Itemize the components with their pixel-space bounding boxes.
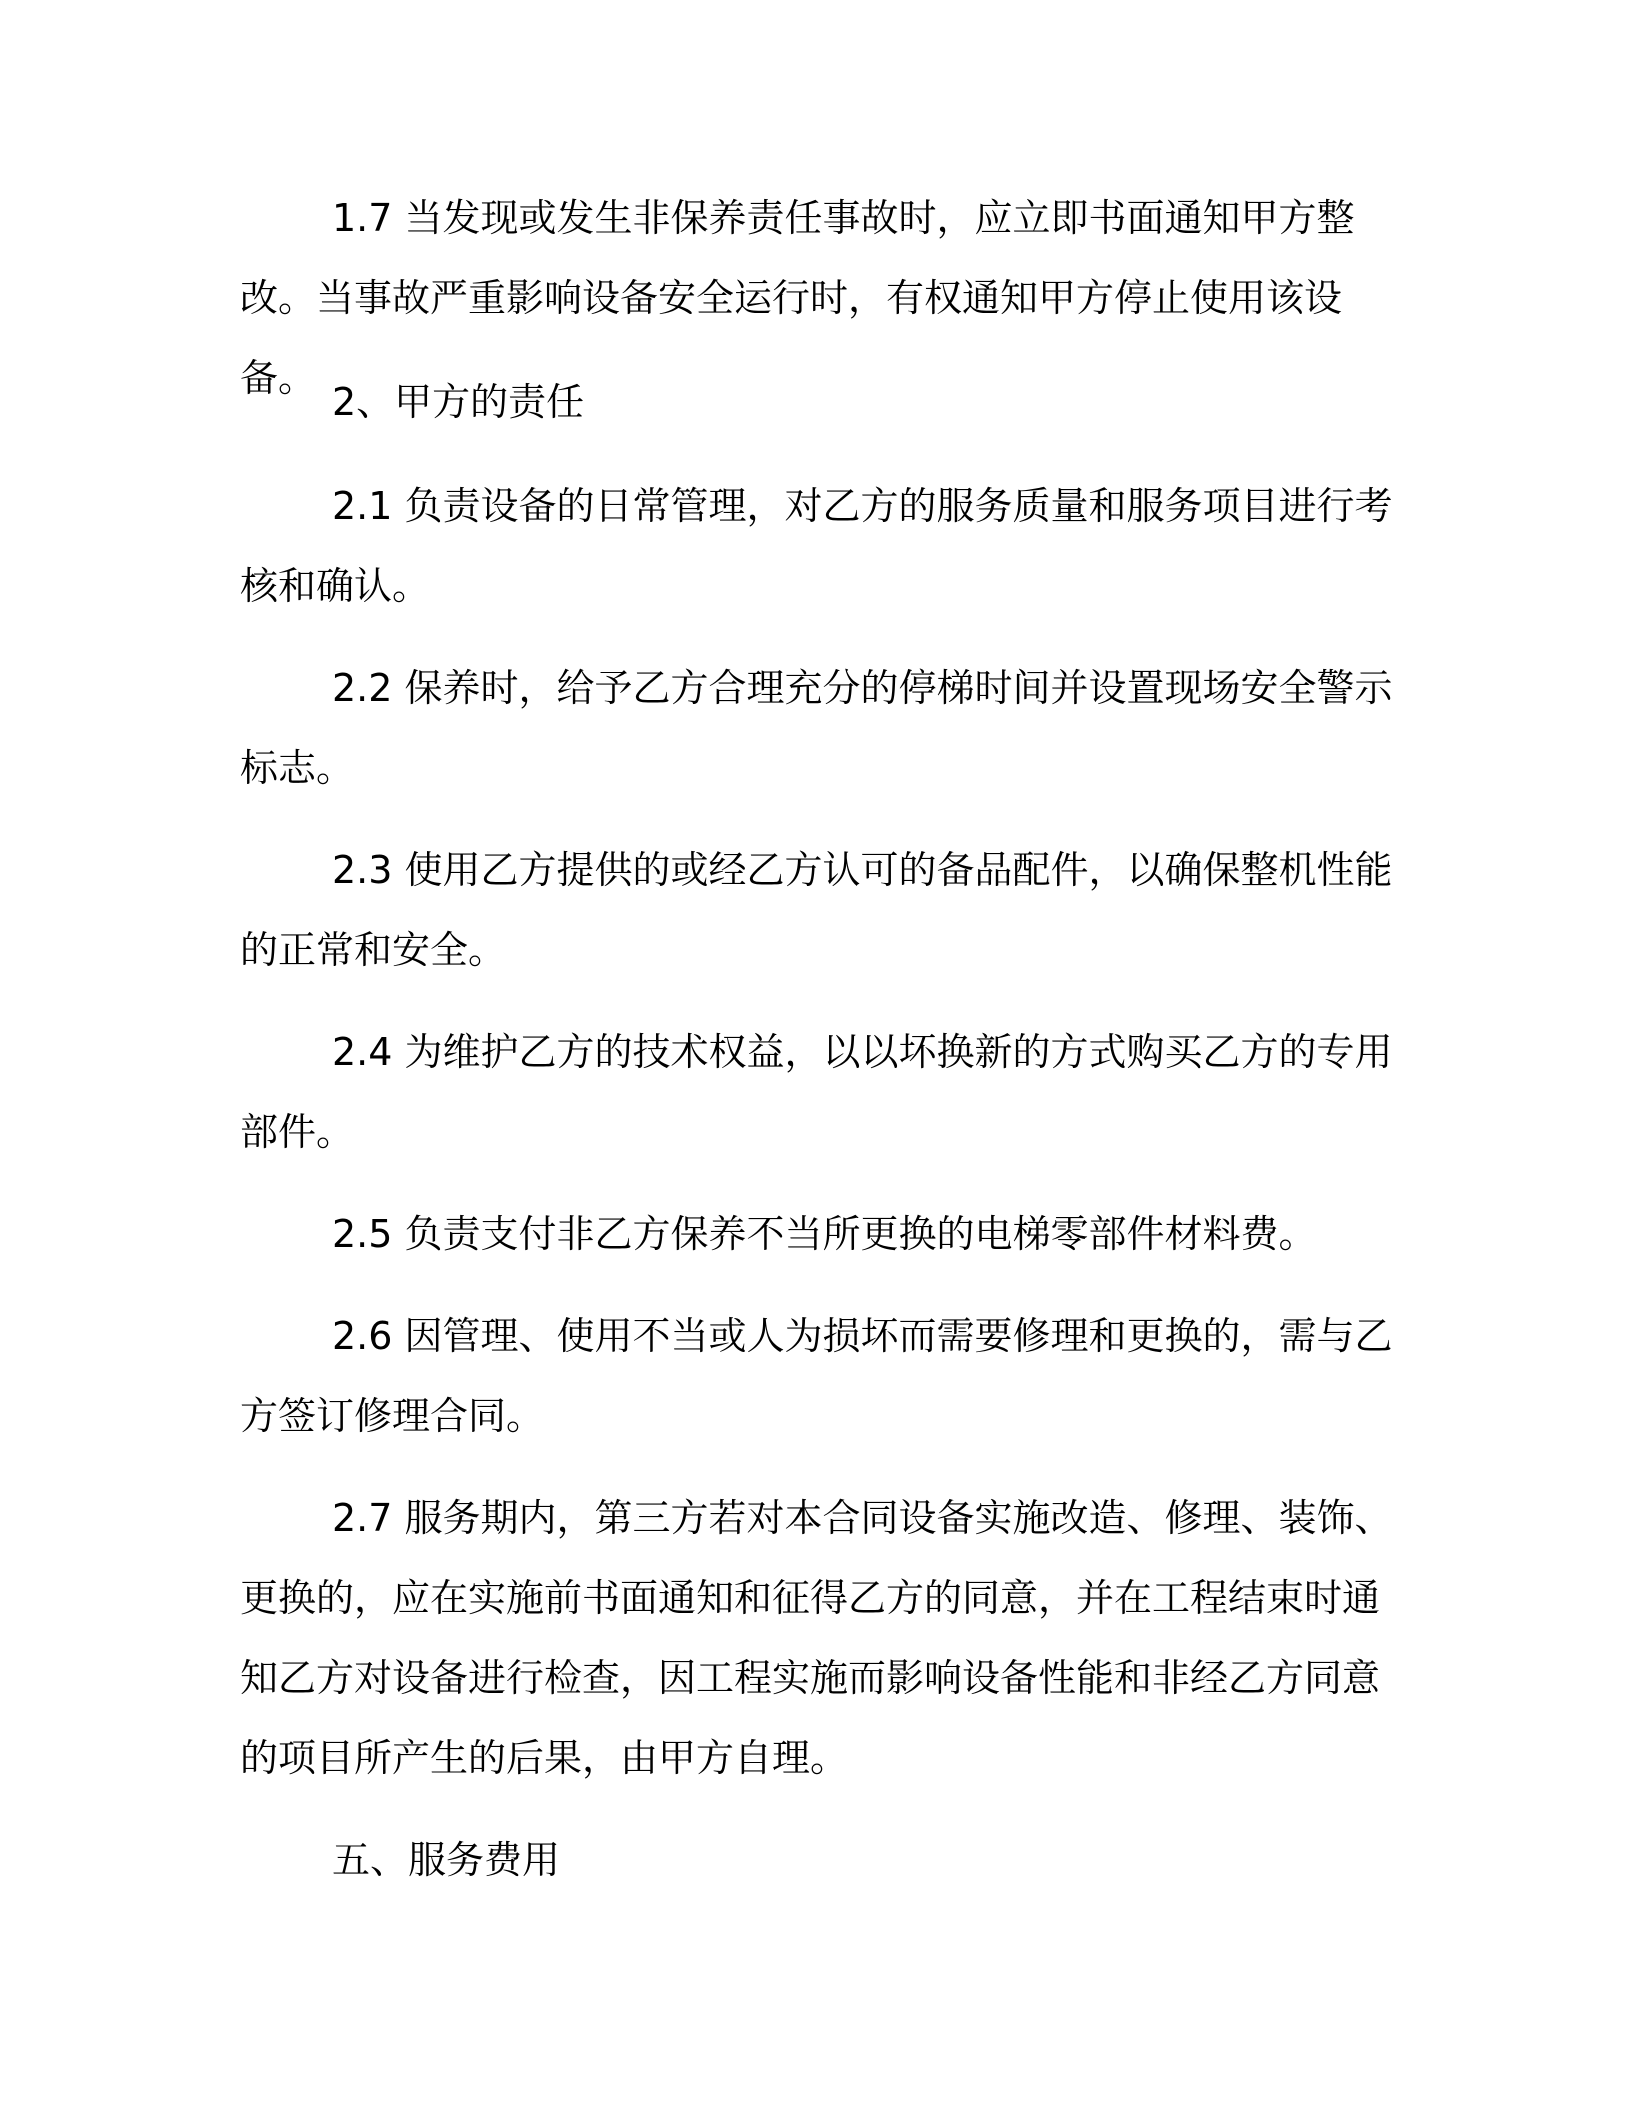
- clause-2-1: 2.1 负责设备的日常管理，对乙方的服务质量和服务项目进行考核和确认。: [240, 484, 1393, 608]
- clause-2-4: 2.4 为维护乙方的技术权益，以以坏换新的方式购买乙方的专用部件。: [240, 1030, 1393, 1154]
- clause-2-7: 2.7 服务期内，第三方若对本合同设备实施改造、修理、装饰、更换的，应在实施前书面通知和征得乙方的同意，并在工程结束时通知乙方对设备进行检查，因工程实施而影响设备性能和非经乙方同意的项目所产生的后果，由甲方自理。: [240, 1496, 1393, 1780]
- clause-2-3: 2.3 使用乙方提供的或经乙方认可的备品配件，以确保整机性能的正常和安全。: [240, 848, 1393, 972]
- heading-party-a-duty: 2、甲方的责任: [332, 380, 585, 424]
- clause-1-7: 1.7 当发现或发生非保养责任事故时，应立即书面通知甲方整改。当事故严重影响设备安全运行时，有权通知甲方停止使用该设备。: [240, 196, 1355, 400]
- clause-2-2: 2.2 保养时，给予乙方合理充分的停梯时间并设置现场安全警示标志。: [240, 666, 1393, 790]
- heading-service-fee: 五、服务费用: [332, 1838, 561, 1882]
- clause-2-5: 2.5 负责支付非乙方保养不当所更换的电梯零部件材料费。: [332, 1212, 1317, 1256]
- clause-2-6: 2.6 因管理、使用不当或人为损坏而需要修理和更换的，需与乙方签订修理合同。: [240, 1314, 1393, 1438]
